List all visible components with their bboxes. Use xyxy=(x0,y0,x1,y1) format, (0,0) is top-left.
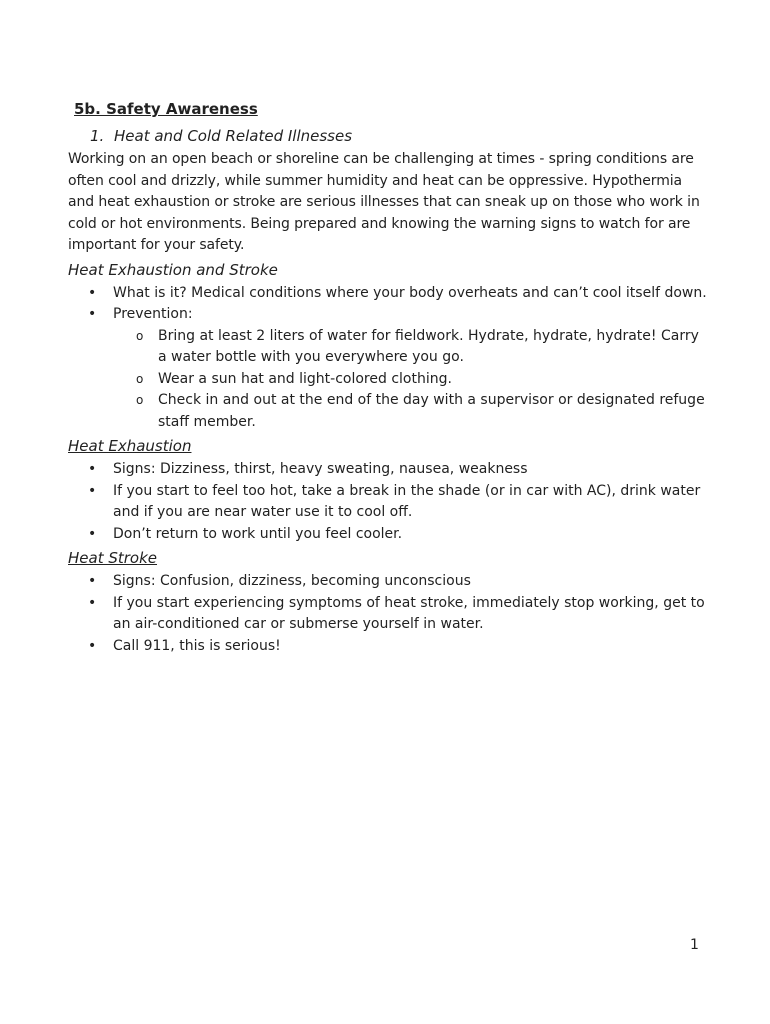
list-item: • Call 911, this is serious! xyxy=(68,636,708,658)
prevention-label: Prevention: xyxy=(113,306,193,322)
list-item: • Signs: Confusion, dizziness, becoming unconscious xyxy=(68,571,708,593)
list-item-prevention xyxy=(68,304,708,433)
subsection-number: 1. xyxy=(90,127,105,145)
heat-stroke-list xyxy=(68,571,708,657)
sublist-item: o Check in and out at the end of the day with a supervisor or designated refuge staff member. xyxy=(113,390,708,433)
heat-exhaustion-list xyxy=(68,459,708,545)
page-content xyxy=(68,98,708,657)
heat-exhaustion-heading: Heat Exhaustion xyxy=(68,437,192,455)
sublist-item: o Bring at least 2 liters of water for fieldwork. Hydrate, hydrate, hydrate! Carry a water bottle with you everywhere you go. xyxy=(113,326,708,369)
page-number: 1 xyxy=(690,937,699,953)
intro-paragraph: Working on an open beach or shoreline can be challenging at times - spring conditions are often cool and drizzly, while summer humidity and heat can be oppressive. Hypothermia and heat exhaustion or stroke are serious illnesses that can sneak up on those who work in cold or hot environments. Being prepared and knowing the warning signs to watch for are important for your safety. xyxy=(68,151,700,253)
list-item: • Don’t return to work until you feel cooler. xyxy=(68,524,708,546)
subsection-title-text: Heat and Cold Related Illnesses xyxy=(114,127,353,145)
list-item-what-is-it: • What is it? Medical conditions where your body overheats and can’t cool itself down. xyxy=(68,283,708,305)
list-item: • If you start to feel too hot, take a break in the shade (or in car with AC), drink water and if you are near water use it to cool off. xyxy=(68,481,708,524)
subsection-title xyxy=(90,125,708,147)
sublist-item: o Wear a sun hat and light-colored clothing. xyxy=(113,369,708,391)
section-title: 5b. Safety Awareness xyxy=(74,100,258,118)
list-item: • If you start experiencing symptoms of heat stroke, immediately stop working, get to an air-conditioned car or submerse yourself in water. xyxy=(68,593,708,636)
heat-exhaustion-and-stroke-list xyxy=(68,283,708,434)
prevention-sublist xyxy=(113,326,708,434)
heat-exhaustion-and-stroke-heading: Heat Exhaustion and Stroke xyxy=(68,260,278,279)
list-item: • Signs: Dizziness, thirst, heavy sweating, nausea, weakness xyxy=(68,459,708,481)
heat-stroke-heading: Heat Stroke xyxy=(68,549,158,567)
